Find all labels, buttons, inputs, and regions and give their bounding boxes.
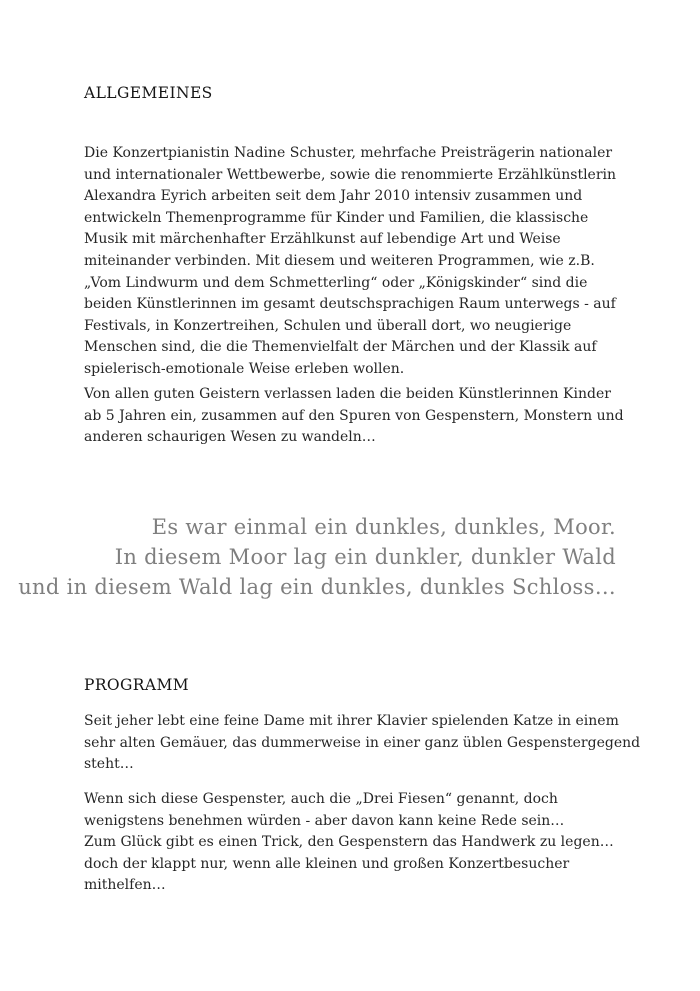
- text-line: anderen schaurigen Wesen zu wandeln…: [84, 429, 376, 446]
- section-heading-allgemeines: ALLGEMEINES: [84, 84, 213, 102]
- text-line: Festivals, in Konzertreihen, Schulen und überall dort, wo neugierige: [84, 317, 572, 334]
- text-line: steht…: [84, 756, 134, 773]
- text-line: miteinander verbinden. Mit diesem und weiteren Programmen, wie z.B.: [84, 252, 595, 269]
- text-line: Zum Glück gibt es einen Trick, den Gespenstern das Handwerk zu legen…: [84, 834, 614, 851]
- text-line: „Vom Lindwurm und dem Schmetterling“ oder „Königskinder“ sind die: [84, 274, 588, 291]
- text-line: Die Konzertpianistin Nadine Schuster, mehrfache Preisträgerin nationaler: [84, 145, 613, 161]
- text-line: entwickeln Themenprogramme für Kinder und Familien, die klassische: [84, 209, 589, 226]
- text-line: Musik mit märchenhafter Erzählkunst auf lebendige Art und Weise: [84, 231, 561, 248]
- text-line: wenigstens benehmen würden - aber davon kann keine Rede sein…: [84, 812, 565, 829]
- allgemeines-paragraph-1: [84, 143, 624, 381]
- quote-line: und in diesem Wald lag ein dunkles, dunkles Schloss…: [18, 575, 616, 599]
- programm-paragraph-2: [84, 789, 624, 897]
- text-line: Alexandra Eyrich arbeiten seit dem Jahr 2010 intensiv zusammen und: [84, 188, 583, 205]
- text-line: ab 5 Jahren ein, zusammen auf den Spuren von Gespenstern, Monstern und: [84, 407, 624, 424]
- programm-paragraph-1: [84, 711, 641, 776]
- quote-line: In diesem Moor lag ein dunkler, dunkler Wald: [114, 545, 616, 569]
- text-line: spielerisch-emotionale Weise erleben wollen.: [84, 360, 405, 377]
- text-line: mithelfen…: [84, 877, 166, 894]
- text-line: doch der klappt nur, wenn alle kleinen und großen Konzertbesucher: [84, 855, 570, 872]
- text-line: Menschen sind, die die Themenvielfalt der Märchen und der Klassik auf: [84, 339, 597, 356]
- text-line: beiden Künstlerinnen im gesamt deutschsprachigen Raum unterwegs - auf: [84, 296, 616, 313]
- text-line: Seit jeher lebt eine feine Dame mit ihrer Klavier spielenden Katze in einem: [84, 713, 619, 729]
- section-heading-programm: PROGRAMM: [84, 676, 189, 694]
- text-line: Wenn sich diese Gespenster, auch die „Drei Fiesen“ genannt, doch: [84, 791, 558, 807]
- text-line: sehr alten Gemäuer, das dummerweise in einer ganz üblen Gespenstergegend: [84, 734, 641, 751]
- quote-line: Es war einmal ein dunkles, dunkles, Moor.: [151, 515, 616, 539]
- allgemeines-paragraph-2: [84, 384, 624, 449]
- text-line: und internationaler Wettbewerbe, sowie die renommierte Erzählkünstlerin: [84, 166, 617, 183]
- fairy-tale-quote: [18, 512, 616, 602]
- text-line: Von allen guten Geistern verlassen laden die beiden Künstlerinnen Kinder: [84, 386, 611, 402]
